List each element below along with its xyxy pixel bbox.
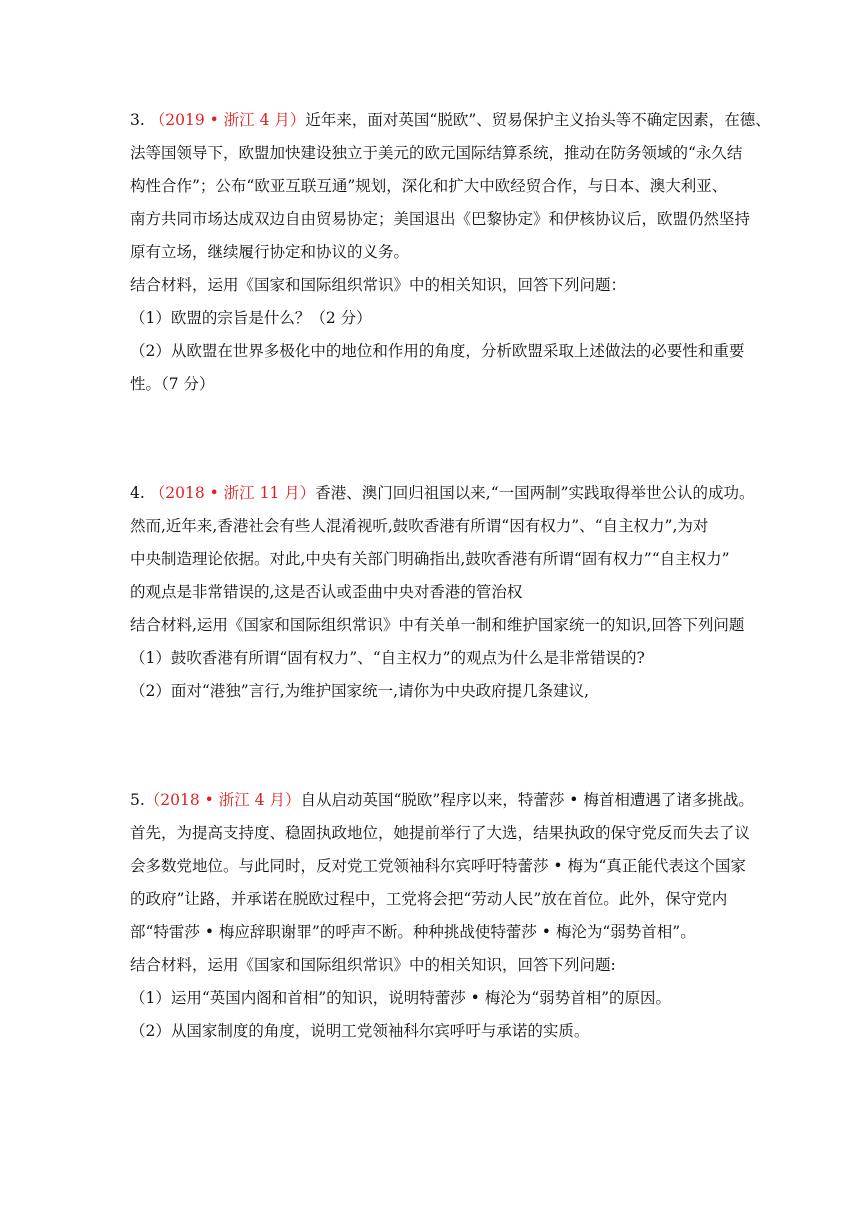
question-source: （2018 • 浙江 4 月） <box>144 791 301 809</box>
sub-question-2: （2）从国家制度的角度，说明工党领袖科尔宾呼吁与承诺的实质。 <box>130 1022 590 1040</box>
text-line: 法等国领导下，欧盟加快建设独立于美元的欧元国际结算系统，推动在防务领域的“永久结 <box>130 144 743 162</box>
question-source: （2018 • 浙江 11 月） <box>149 484 316 502</box>
text-line: 南方共同市场达成双边自由贸易协定；美国退出《巴黎协定》和伊核协议后，欧盟仍然坚持 <box>130 210 751 228</box>
question-5-first-line <box>130 784 754 817</box>
question-number: 5. <box>130 791 145 809</box>
question-source: （2019 • 浙江 4 月） <box>149 111 306 129</box>
sub-question-1: （1）欧盟的宗旨是什么？（2 分） <box>130 309 372 327</box>
question-4 <box>130 477 755 708</box>
instruction-line: 结合材料,运用《国家和国际组织常识》中有关单一制和维护国家统一的知识,回答下列问题 <box>130 616 745 634</box>
text-line: 中央制造理论依据。对此,中央有关部门明确指出,鼓吹香港有所谓“固有权力”“自主权力” <box>130 550 730 568</box>
text-line: 首先，为提高支持度、稳固执政地位，她提前举行了大选，结果执政的保守党反而失去了议 <box>130 824 751 842</box>
question-4-first-line <box>130 477 755 510</box>
instruction-line: 结合材料，运用《国家和国际组织常识》中的相关知识，回答下列问题: <box>130 956 616 974</box>
sub-question-1: （1）鼓吹香港有所谓“固有权力”、“自主权力”的观点为什么是非常错误的? <box>130 649 645 667</box>
question-text: 香港、澳门回归祖国以来,“一国两制”实践取得举世公认的成功。 <box>315 484 755 502</box>
text-line: 构性合作”；公布“欧亚互联互通”规划，深化和扩大中欧经贸合作，与日本、澳大利亚、 <box>130 177 728 195</box>
sub-question-2-continued: 性。（7 分） <box>130 375 215 393</box>
text-line: 会多数党地位。与此同时，反对党工党领袖科尔宾呼吁特蕾莎 • 梅为“真正能代表这个国家 <box>130 857 746 875</box>
question-number: 3. <box>130 111 145 129</box>
question-3-first-line <box>130 104 771 137</box>
text-line: 然而,近年来,香港社会有些人混淆视听,鼓吹香港有所谓“因有权力”、“自主权力”,为对 <box>130 517 709 535</box>
question-number: 4. <box>130 484 145 502</box>
sub-question-1: （1）运用“英国内阁和首相”的知识，说明特蕾莎 • 梅沦为“弱势首相”的原因。 <box>130 989 672 1007</box>
question-5 <box>130 784 754 1048</box>
text-line: 原有立场，继续履行协定和协议的义务。 <box>130 243 410 261</box>
question-text: 自从启动英国“脱欧”程序以来，特蕾莎 • 梅首相遭遇了诸多挑战。 <box>300 791 754 809</box>
text-line: 部“特雷莎 • 梅应辞职谢罪”的呼声不断。种种挑战使特蕾莎 • 梅沦为“弱势首相”。 <box>130 923 696 941</box>
question-3 <box>130 104 771 401</box>
text-line: 的政府”让路，并承诺在脱欧过程中，工党将会把“劳动人民”放在首位。此外，保守党内 <box>130 890 728 908</box>
instruction-line: 结合材料，运用《国家和国际组织常识》中的相关知识，回答下列问题： <box>130 276 627 294</box>
text-line: 的观点是非常错误的,这是否认或歪曲中央对香港的管治权 <box>130 583 523 601</box>
question-text: 近年来，面对英国“脱欧”、贸易保护主义抬头等不确定因素，在德、 <box>305 111 771 129</box>
sub-question-2: （2）从欧盟在世界多极化中的地位和作用的角度，分析欧盟采取上述做法的必要性和重要 <box>130 342 745 360</box>
sub-question-2: （2）面对“港独”言行,为维护国家统一,请你为中央政府提几条建议, <box>130 682 589 700</box>
